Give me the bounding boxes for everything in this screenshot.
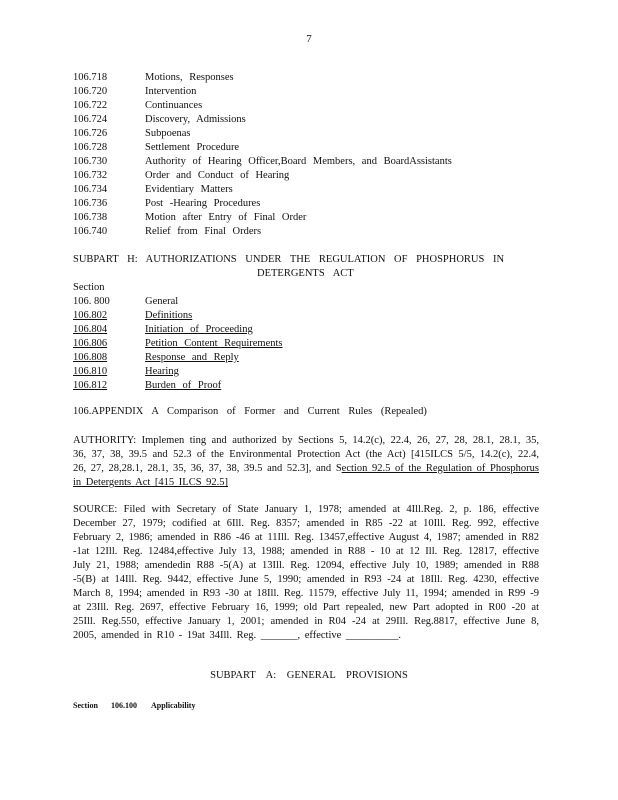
section-number: 106.736 bbox=[73, 198, 108, 209]
toc-subpart-g bbox=[73, 71, 452, 239]
toc-row bbox=[73, 309, 283, 323]
section-title: Intervention bbox=[145, 86, 197, 97]
section-number: 106.734 bbox=[73, 184, 108, 195]
section-title: Continuances bbox=[145, 100, 203, 111]
section-title: Hearing bbox=[145, 366, 179, 377]
section-number: 106.726 bbox=[73, 128, 108, 139]
section-line-title: Applicability bbox=[151, 701, 196, 710]
authority-text: AUTHORITY: Implemen ting and authorized by Sections 5, 14.2(c), 22.4, 26, 27, 28, 28.1, 28.1, 35, 36, 37, 38, 39.5 and 52.3 of the Environmental Protection Act (the Act) [415ILCS 5/5, 14.2(c), 22.4, 26, 27, 28,28.1, 28.1, 35, 36, 37, 38, 39.5 and 52.3], and S bbox=[73, 435, 539, 474]
toc-row bbox=[73, 71, 452, 85]
source-blank1: _______ bbox=[260, 630, 298, 641]
toc-row bbox=[73, 337, 283, 351]
section-title: Petition Content Requirements bbox=[145, 338, 283, 349]
toc-row bbox=[73, 211, 452, 225]
toc-row bbox=[73, 85, 452, 99]
section-title: Definitions bbox=[145, 310, 193, 321]
section-number: 106.812 bbox=[73, 380, 108, 391]
toc-row bbox=[73, 127, 452, 141]
section-title: Initiation of Proceeding bbox=[145, 324, 253, 335]
appendix-line: 106.APPENDIX A Comparison of Former and Current Rules (Repealed) bbox=[73, 406, 427, 417]
section-title: Authority of Hearing Officer,Board Members, and BoardAssistants bbox=[145, 156, 452, 167]
section-number: 106.732 bbox=[73, 170, 108, 181]
toc-row bbox=[73, 225, 452, 239]
section-number: 106.740 bbox=[73, 226, 108, 237]
source-text: SOURCE: Filed with Secretary of State January 1, 1978; amended at 4Ill.Reg. 2, p. 186, effective December 27, 1979; codified at 6Ill. Reg. 8357; amended in R85 -22 at 10Ill. Reg. 992, effective February 2, 1986; amended in R86 -46 at 11Ill. Reg. 13457,effective August 4, 1987; amended in R82 -1at 12Ill. Reg. 12484,effective July 13, 1988; amended in R88 - 10 at 12 Ill. Reg. 12817, effective July 21, 1988; amendedin R88 -5(A) at 13Ill. Reg. 12094, effective July 10, 1989; amended in R88 -5(B) at 14Ill. Reg. 9442, effective June 5, 1990; amended in R93 -24 at 18Ill. Reg. 4230, effective March 8, 1994; amended in R93 -30 at 18Ill. Reg. 11579, effective July 11, 1994; amended in R99 -9 at 23Ill. Reg. 2697, effective February 16, 1999; old Part repealed, new Part adopted in R00 -20 at 25Ill. Reg.550, effective January 1, 2001; amended in R04 -24 at 29Ill. Reg.8817, effective June 8, 2005, amended in R10 - 19at 34Ill. Reg. bbox=[73, 504, 539, 641]
section-title: Motions, Responses bbox=[145, 72, 234, 83]
section-label: Section bbox=[73, 282, 105, 293]
section-number: 106.728 bbox=[73, 142, 108, 153]
section-title: Discovery, Admissions bbox=[145, 114, 246, 125]
section-title: Burden of Proof bbox=[145, 380, 222, 391]
section-number: 106.802 bbox=[73, 310, 108, 321]
section-title: Order and Conduct of Hearing bbox=[145, 170, 290, 181]
section-title: Settlement Procedure bbox=[145, 142, 240, 153]
section-number: 106.730 bbox=[73, 156, 108, 167]
section-title: Evidentiary Matters bbox=[145, 184, 233, 195]
toc-row bbox=[73, 365, 283, 379]
page-number: 7 bbox=[306, 33, 312, 45]
section-line-num: 106.100 bbox=[111, 701, 137, 710]
section-number: 106. 800 bbox=[73, 296, 110, 307]
section-number: 106.724 bbox=[73, 114, 108, 125]
source-end: . bbox=[398, 630, 402, 641]
source-paragraph bbox=[73, 503, 539, 643]
section-number: 106.722 bbox=[73, 100, 108, 111]
toc-row bbox=[73, 323, 283, 337]
toc-row bbox=[73, 351, 283, 365]
toc-subpart-h bbox=[73, 295, 283, 393]
subpart-h-line2: DETERGENTS ACT bbox=[257, 268, 354, 279]
toc-row bbox=[73, 169, 452, 183]
section-number: 106.806 bbox=[73, 338, 108, 349]
subpart-h-line1: SUBPART H: AUTHORIZATIONS UNDER THE REGULATION OF PHOSPHORUS IN bbox=[73, 254, 505, 265]
source-middle: , effective bbox=[297, 630, 346, 641]
toc-row bbox=[73, 99, 452, 113]
subpart-a-heading: SUBPART A: GENERAL PROVISIONS bbox=[210, 670, 408, 681]
section-number: 106.804 bbox=[73, 324, 108, 335]
section-title: Subpoenas bbox=[145, 128, 191, 139]
toc-row bbox=[73, 155, 452, 169]
section-line-label: Section bbox=[73, 701, 98, 710]
toc-row bbox=[73, 113, 452, 127]
section-number: 106.810 bbox=[73, 366, 108, 377]
toc-row bbox=[73, 295, 283, 309]
section-title: General bbox=[145, 296, 179, 307]
toc-row bbox=[73, 379, 283, 393]
section-title: Response and Reply bbox=[145, 352, 239, 363]
section-number: 106.738 bbox=[73, 212, 108, 223]
section-number: 106.808 bbox=[73, 352, 108, 363]
section-title: Post -Hearing Procedures bbox=[145, 198, 261, 209]
source-blank2: __________ bbox=[345, 630, 399, 641]
section-number: 106.718 bbox=[73, 72, 108, 83]
toc-row bbox=[73, 197, 452, 211]
toc-row bbox=[73, 141, 452, 155]
authority-paragraph bbox=[73, 434, 539, 490]
section-number: 106.720 bbox=[73, 86, 108, 97]
section-106-100-line bbox=[73, 701, 195, 710]
authority-underlined: ection 92.5 of the Regulation of Phosphorus in Detergents Act [415 ILCS 92.5] bbox=[73, 463, 539, 488]
section-title: Motion after Entry of Final Order bbox=[145, 212, 307, 223]
section-title: Relief from Final Orders bbox=[145, 226, 262, 237]
toc-row bbox=[73, 183, 452, 197]
subpart-h-heading bbox=[73, 253, 533, 281]
